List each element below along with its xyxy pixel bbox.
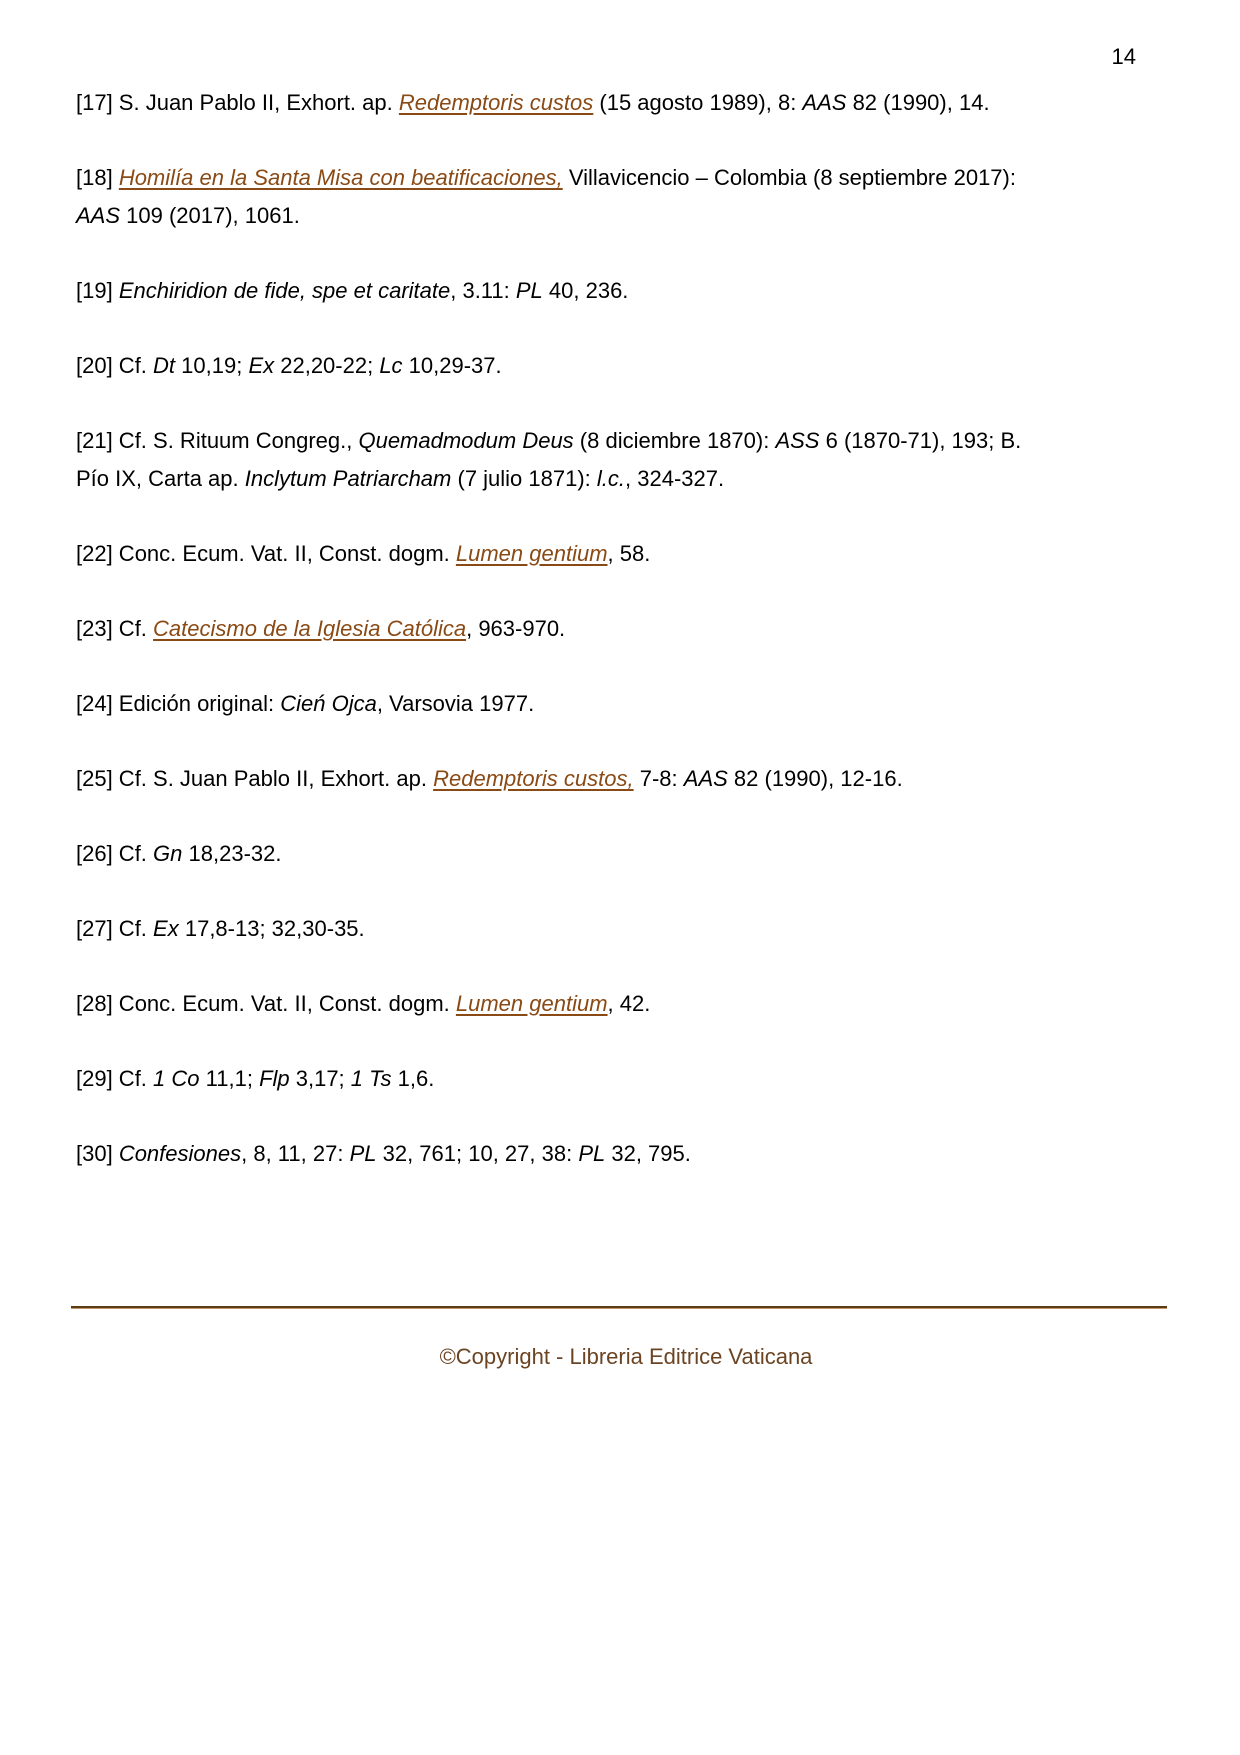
footnote-text: , 324-327. bbox=[625, 466, 725, 491]
footnote-29 bbox=[76, 1060, 1176, 1098]
footnote-italic-text: Confesiones bbox=[118, 1141, 242, 1166]
footnote-text: 10,19; bbox=[175, 353, 249, 378]
footnote-text: [30] bbox=[76, 1141, 119, 1166]
footnote-text: [25] Cf. S. Juan Pablo II, Exhort. ap. bbox=[76, 766, 434, 791]
footnote-24 bbox=[76, 685, 1176, 723]
footnote-italic-text: PL bbox=[349, 1141, 377, 1166]
footnote-25 bbox=[76, 760, 1176, 798]
footnote-italic-text: 1 Co bbox=[153, 1066, 200, 1091]
footnote-text: Pío IX, Carta ap. bbox=[76, 466, 245, 491]
footnote-italic-text: PL bbox=[578, 1141, 606, 1166]
footnote-28 bbox=[76, 985, 1176, 1023]
footnote-text: [21] Cf. S. Rituum Congreg., bbox=[76, 428, 359, 453]
footnote-text: 11,1; bbox=[199, 1066, 260, 1091]
footnote-text: [29] Cf. bbox=[76, 1066, 154, 1091]
footer-divider bbox=[71, 1306, 1167, 1309]
footnote-text: [24] Edición original: bbox=[76, 691, 281, 716]
footnote-italic-text: Ex bbox=[248, 353, 275, 378]
footnote-italic-text: Flp bbox=[259, 1066, 290, 1091]
footnote-text: [22] Conc. Ecum. Vat. II, Const. dogm. bbox=[76, 541, 456, 566]
footnote-italic-text: Gn bbox=[153, 841, 183, 866]
footnote-italic-text: l.c. bbox=[596, 466, 626, 491]
footnote-26 bbox=[76, 835, 1176, 873]
footnote-17 bbox=[76, 84, 1176, 122]
footnote-text: 17,8-13; 32,30-35. bbox=[178, 916, 365, 941]
footnote-18 bbox=[76, 159, 1176, 235]
footnote-text: [17] S. Juan Pablo II, Exhort. ap. bbox=[76, 90, 399, 115]
footnote-italic-text: AAS bbox=[683, 766, 728, 791]
footnote-21 bbox=[76, 422, 1176, 498]
footnote-text: 1,6. bbox=[391, 1066, 435, 1091]
page-number: 14 bbox=[1111, 44, 1136, 69]
copyright-line: ©Copyright - Libreria Editrice Vaticana bbox=[439, 1344, 813, 1369]
footnote-19 bbox=[76, 272, 1176, 310]
footnotes bbox=[76, 84, 1176, 1173]
footnote-italic-text: Lc bbox=[379, 353, 403, 378]
footnote-27 bbox=[76, 910, 1176, 948]
footnote-italic-text: AAS bbox=[802, 90, 847, 115]
footnote-text: 7-8: bbox=[633, 766, 684, 791]
footnote-text: 109 (2017), 1061. bbox=[120, 203, 300, 228]
footnote-text: 32, 761; 10, 27, 38: bbox=[376, 1141, 579, 1166]
footnote-text: [27] Cf. bbox=[76, 916, 154, 941]
footnote-link[interactable]: Lumen gentium bbox=[455, 541, 608, 566]
footnote-text: 18,23-32. bbox=[182, 841, 282, 866]
footnote-italic-text: PL bbox=[515, 278, 543, 303]
footnote-text: [18] bbox=[76, 165, 119, 190]
footnote-text: [19] bbox=[76, 278, 119, 303]
footnote-italic-text: AAS bbox=[76, 203, 121, 228]
footnote-link[interactable]: Homilía en la Santa Misa con beatificaciones, bbox=[118, 165, 563, 190]
footnote-link[interactable]: Redemptoris custos, bbox=[433, 766, 634, 791]
footnote-italic-text: Inclytum Patriarcham bbox=[244, 466, 452, 491]
footnote-23 bbox=[76, 610, 1176, 648]
footnote-text: [28] Conc. Ecum. Vat. II, Const. dogm. bbox=[76, 991, 456, 1016]
footnote-text: [26] Cf. bbox=[76, 841, 154, 866]
footnote-text: (15 agosto 1989), 8: bbox=[593, 90, 803, 115]
footnote-text: , 3.11: bbox=[450, 278, 516, 303]
footnote-22 bbox=[76, 535, 1176, 573]
footnote-text: Villavicencio – Colombia (8 septiembre 2017): bbox=[562, 165, 1016, 190]
footnote-text: , 42. bbox=[607, 991, 651, 1016]
footnote-italic-text: Dt bbox=[153, 353, 176, 378]
footnote-italic-text: Quemadmodum Deus bbox=[358, 428, 574, 453]
footnote-text: , Varsovia 1977. bbox=[376, 691, 535, 716]
footnote-text: , 8, 11, 27: bbox=[241, 1141, 350, 1166]
footnote-text: 40, 236. bbox=[542, 278, 629, 303]
footnote-text: 6 (1870-71), 193; B. bbox=[819, 428, 1022, 453]
footnote-text: (7 julio 1871): bbox=[451, 466, 597, 491]
footnote-text: , 963-970. bbox=[466, 616, 566, 641]
footnote-italic-text: Cień Ojca bbox=[280, 691, 377, 716]
footnote-text: , 58. bbox=[607, 541, 651, 566]
footnote-text: 22,20-22; bbox=[274, 353, 380, 378]
footnote-text: [20] Cf. bbox=[76, 353, 154, 378]
footnote-text: 82 (1990), 12-16. bbox=[727, 766, 903, 791]
footnote-italic-text: ASS bbox=[775, 428, 820, 453]
footnote-text: 82 (1990), 14. bbox=[846, 90, 990, 115]
footnote-20 bbox=[76, 347, 1176, 385]
footnote-link[interactable]: Redemptoris custos bbox=[398, 90, 594, 115]
footnote-italic-text: 1 Ts bbox=[350, 1066, 392, 1091]
footnote-italic-text: Enchiridion de fide, spe et caritate bbox=[118, 278, 451, 303]
footnote-text: 32, 795. bbox=[605, 1141, 691, 1166]
footnote-italic-text: Ex bbox=[153, 916, 179, 941]
footnote-text: 3,17; bbox=[289, 1066, 351, 1091]
footnote-link[interactable]: Catecismo de la Iglesia Católica bbox=[153, 616, 467, 641]
footnote-link[interactable]: Lumen gentium bbox=[455, 991, 608, 1016]
footnote-text: (8 diciembre 1870): bbox=[573, 428, 776, 453]
footnote-text: 10,29-37. bbox=[402, 353, 502, 378]
footnote-text: [23] Cf. bbox=[76, 616, 154, 641]
footnote-30 bbox=[76, 1135, 1176, 1173]
